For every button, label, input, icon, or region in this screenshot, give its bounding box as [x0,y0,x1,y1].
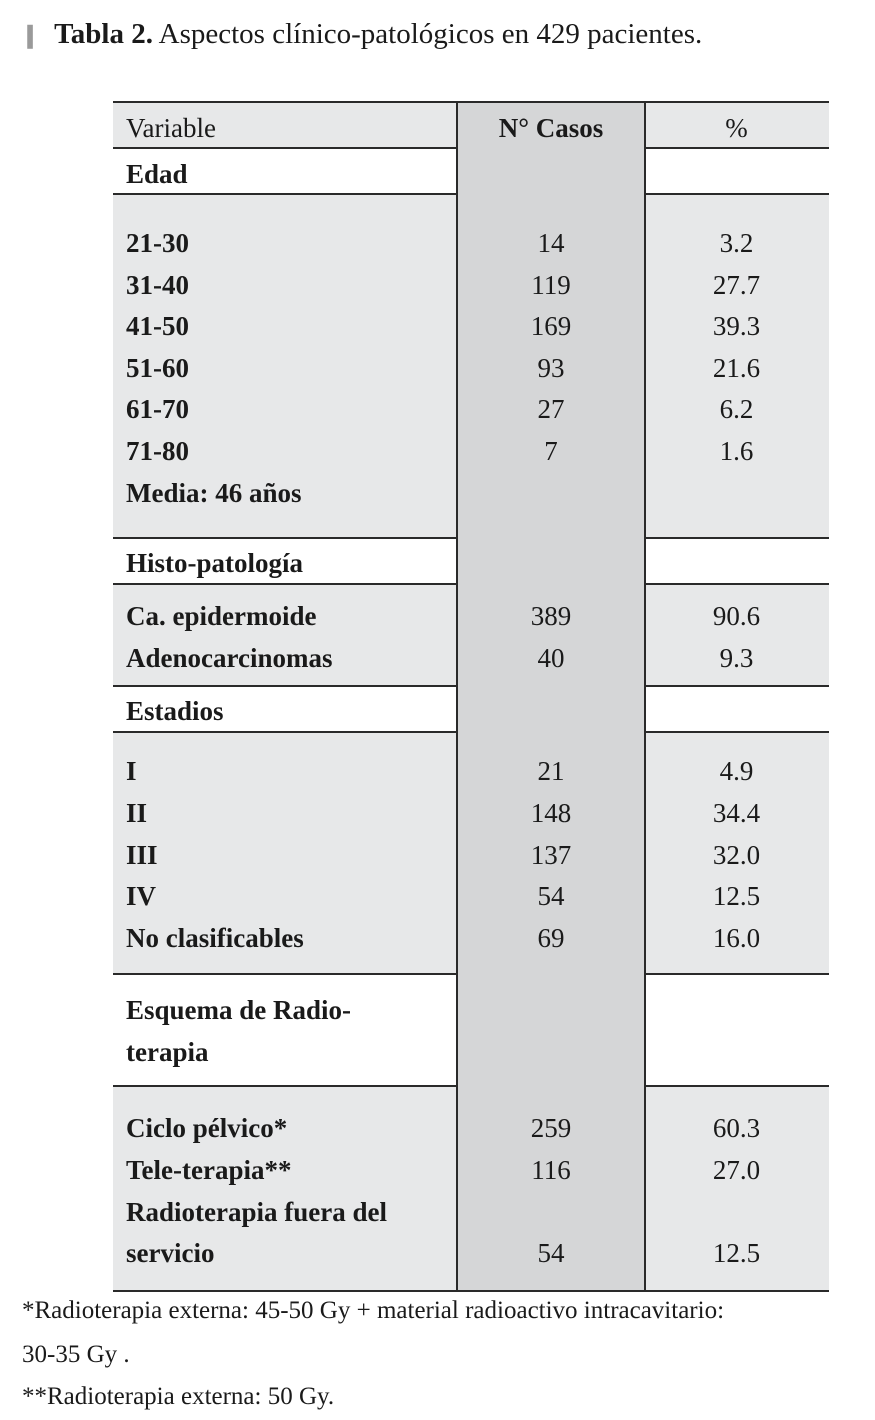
row-label: Ca. epidermoide [126,601,317,631]
row-label: 41-50 [126,311,189,341]
row-percent: 6.2 [719,394,754,424]
header-cases: N° Casos [498,113,604,143]
row-count: 40 [537,643,565,673]
row-label: 51-60 [126,353,189,383]
footnote-1: *Radioterapia externa: 45-50 Gy + material radioactivo intracavitario: [22,1297,725,1324]
row-count: 14 [537,228,565,258]
row-count: 119 [531,270,571,300]
footnote-2: **Radioterapia externa: 50 Gy. [22,1383,335,1410]
row-count: 7 [544,436,558,466]
section-title-radio-cont: terapia [126,1037,209,1067]
row-percent: 1.6 [719,436,754,466]
row-count: 169 [530,311,572,341]
row-percent: 12.5 [712,1238,761,1268]
row-count: 27 [537,394,565,424]
row-count: 389 [530,601,572,631]
row-label: Adenocarcinomas [126,643,333,673]
row-percent: 34.4 [712,798,761,828]
section-title-edad: Edad [126,159,188,189]
section-title-histo: Histo-patología [126,548,304,578]
bullet-icon: ❚ [23,23,38,49]
row-count: 93 [537,353,565,383]
row-percent: 90.6 [712,601,761,631]
row-percent: 21.6 [712,353,761,383]
row-label: III [126,840,158,870]
row-count: 259 [530,1113,572,1143]
row-count: 69 [537,923,565,953]
row-count: 21 [537,756,565,786]
row-count: 137 [530,840,572,870]
row-count: 54 [537,881,565,911]
row-label: IV [126,881,157,911]
row-count: 148 [530,798,572,828]
row-percent: 12.5 [712,881,761,911]
section-title-estadios: Estadios [126,696,224,726]
row-label: 21-30 [126,228,189,258]
row-label: Ciclo pélvico* [126,1113,288,1143]
row-label: 61-70 [126,394,189,424]
header-variable: Variable [126,113,216,143]
row-label: No clasificables [126,923,304,953]
row-percent: 4.9 [719,756,754,786]
row-label-cont: servicio [126,1238,215,1268]
row-percent: 9.3 [719,643,754,673]
caption-text: Aspectos clínico-patológicos en 429 pacientes. [158,18,703,50]
row-label: II [126,798,148,828]
row-count: 54 [537,1238,565,1268]
row-label: I [126,756,137,786]
edad-mean-note: Media: 46 años [126,478,302,508]
section-title-radio: Esquema de Radio- [126,995,352,1025]
row-percent: 39.3 [712,311,761,341]
row-percent: 16.0 [712,923,761,953]
header-percent: % [725,113,748,143]
row-label: Radioterapia fuera del [126,1197,387,1227]
table-caption [20,18,702,51]
row-percent: 27.0 [712,1155,761,1185]
row-percent: 3.2 [719,228,754,258]
clinical-table [113,101,829,1292]
row-label: 71-80 [126,436,189,466]
footnote-1-cont: 30-35 Gy . [22,1341,130,1368]
row-percent: 27.7 [712,270,761,300]
caption-label: Tabla 2. [54,18,153,50]
row-label: 31-40 [126,270,189,300]
row-percent: 32.0 [712,840,761,870]
row-label: Tele-terapia** [126,1155,292,1185]
row-percent: 60.3 [712,1113,761,1143]
row-count: 116 [531,1155,571,1185]
